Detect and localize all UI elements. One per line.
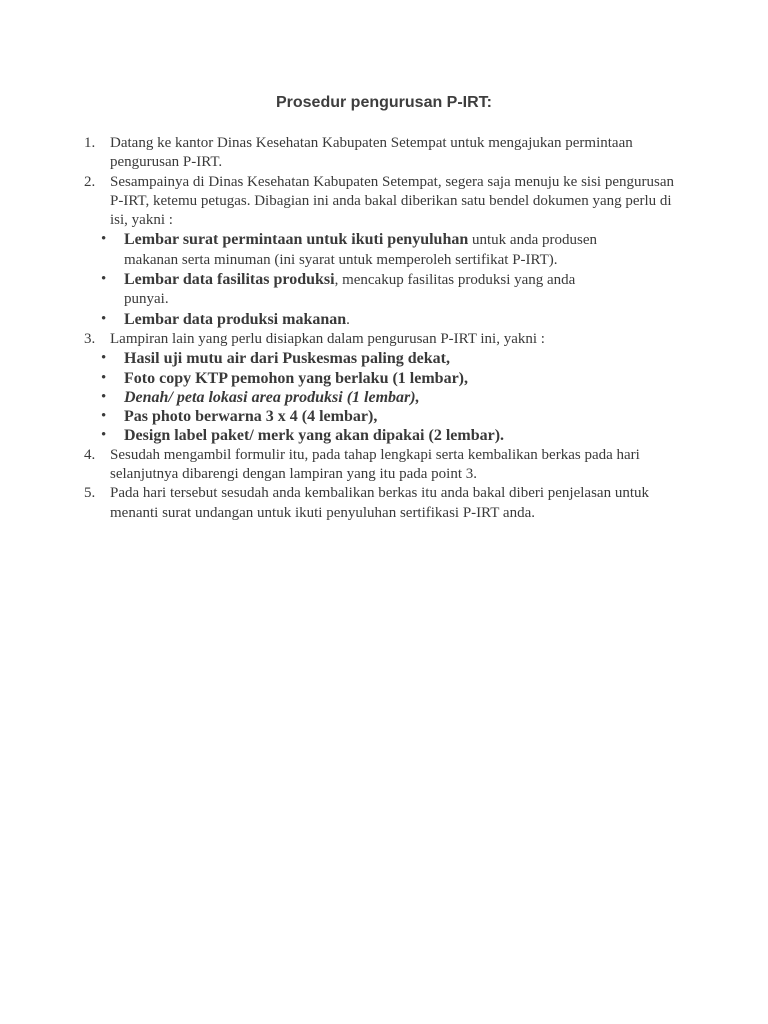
list-item-text: . bbox=[346, 311, 350, 328]
step-text: Datang ke kantor Dinas Kesehatan Kabupaten Setempat untuk mengajukan permintaan pengurusan P-IRT. bbox=[110, 135, 633, 171]
bullet-icon: • bbox=[101, 271, 107, 288]
list-item-text: untuk anda produsen makanan serta minuman (ini syarat untuk memperoleh sertifikat P-IRT). bbox=[124, 232, 597, 268]
list-item bbox=[0, 407, 678, 426]
document-title: Prosedur pengurusan P-IRT: bbox=[275, 94, 493, 111]
procedure-step-3 bbox=[0, 330, 768, 446]
list-item-bold-text: Pas photo berwarna 3 x 4 (4 lembar), bbox=[124, 408, 378, 426]
list-item bbox=[0, 310, 678, 330]
list-item-bold-text: Design label paket/ merk yang akan dipakai (2 lembar). bbox=[124, 427, 505, 445]
list-item bbox=[0, 230, 678, 270]
procedure-step-1 bbox=[0, 134, 768, 173]
bullet-icon: • bbox=[101, 350, 107, 367]
list-item-bold-text: Lembar data fasilitas produksi bbox=[124, 271, 335, 289]
list-item-text: , mencakup fasilitas produksi yang anda punyai. bbox=[124, 272, 576, 308]
list-item bbox=[0, 426, 678, 445]
list-item-bold-italic-text: Denah/ peta lokasi area produksi (1 lembar), bbox=[124, 388, 420, 406]
procedure-step-4 bbox=[0, 446, 768, 485]
step-number: 5. bbox=[84, 485, 96, 502]
step-text: Sesampainya di Dinas Kesehatan Kabupaten Setempat, segera saja menuju ke sisi pengurusan P-IRT, ketemu petugas. Dibagian ini anda bakal diberikan satu bendel dokumen yang perlu di isi, yakni : bbox=[110, 173, 675, 229]
bullet-icon: • bbox=[101, 369, 107, 386]
attachments-list bbox=[101, 349, 678, 445]
step-number: 3. bbox=[84, 330, 96, 347]
step-number: 4. bbox=[84, 446, 96, 463]
bullet-icon: • bbox=[101, 427, 107, 444]
step-number: 2. bbox=[84, 173, 96, 190]
list-item-bold-text: Lembar data produksi makanan bbox=[124, 310, 347, 328]
step-text: Sesudah mengambil formulir itu, pada tahap lengkapi serta kembalikan berkas pada hari selanjutnya dibarengi dengan lampiran yang itu pada point 3. bbox=[110, 446, 640, 483]
step-text: Lampiran lain yang perlu disiapkan dalam pengurusan P-IRT ini, yakni : bbox=[110, 330, 545, 347]
list-item bbox=[0, 349, 678, 368]
bullet-icon: • bbox=[101, 310, 107, 327]
list-item-bold-text: Foto copy KTP pemohon yang berlaku (1 lembar), bbox=[124, 369, 469, 387]
bullet-icon: • bbox=[101, 408, 107, 425]
step-text: Pada hari tersebut sesudah anda kembalikan berkas itu anda bakal diberi penjelasan untuk menanti surat undangan untuk ikuti penyuluhan sertifikasi P-IRT anda. bbox=[110, 485, 649, 521]
step-number: 1. bbox=[84, 135, 96, 151]
form-sheets-list bbox=[101, 230, 678, 329]
list-item bbox=[0, 369, 678, 388]
procedure-step-2 bbox=[0, 173, 768, 330]
list-item bbox=[0, 270, 678, 310]
list-item-bold-text: Lembar surat permintaan untuk ikuti penyuluhan bbox=[124, 231, 469, 249]
procedure-list bbox=[0, 134, 768, 523]
procedure-step-5 bbox=[0, 484, 768, 523]
bullet-icon: • bbox=[101, 388, 107, 405]
bullet-icon: • bbox=[101, 231, 107, 248]
list-item bbox=[0, 388, 678, 407]
list-item-bold-text: Hasil uji mutu air dari Puskesmas paling dekat, bbox=[124, 350, 450, 368]
